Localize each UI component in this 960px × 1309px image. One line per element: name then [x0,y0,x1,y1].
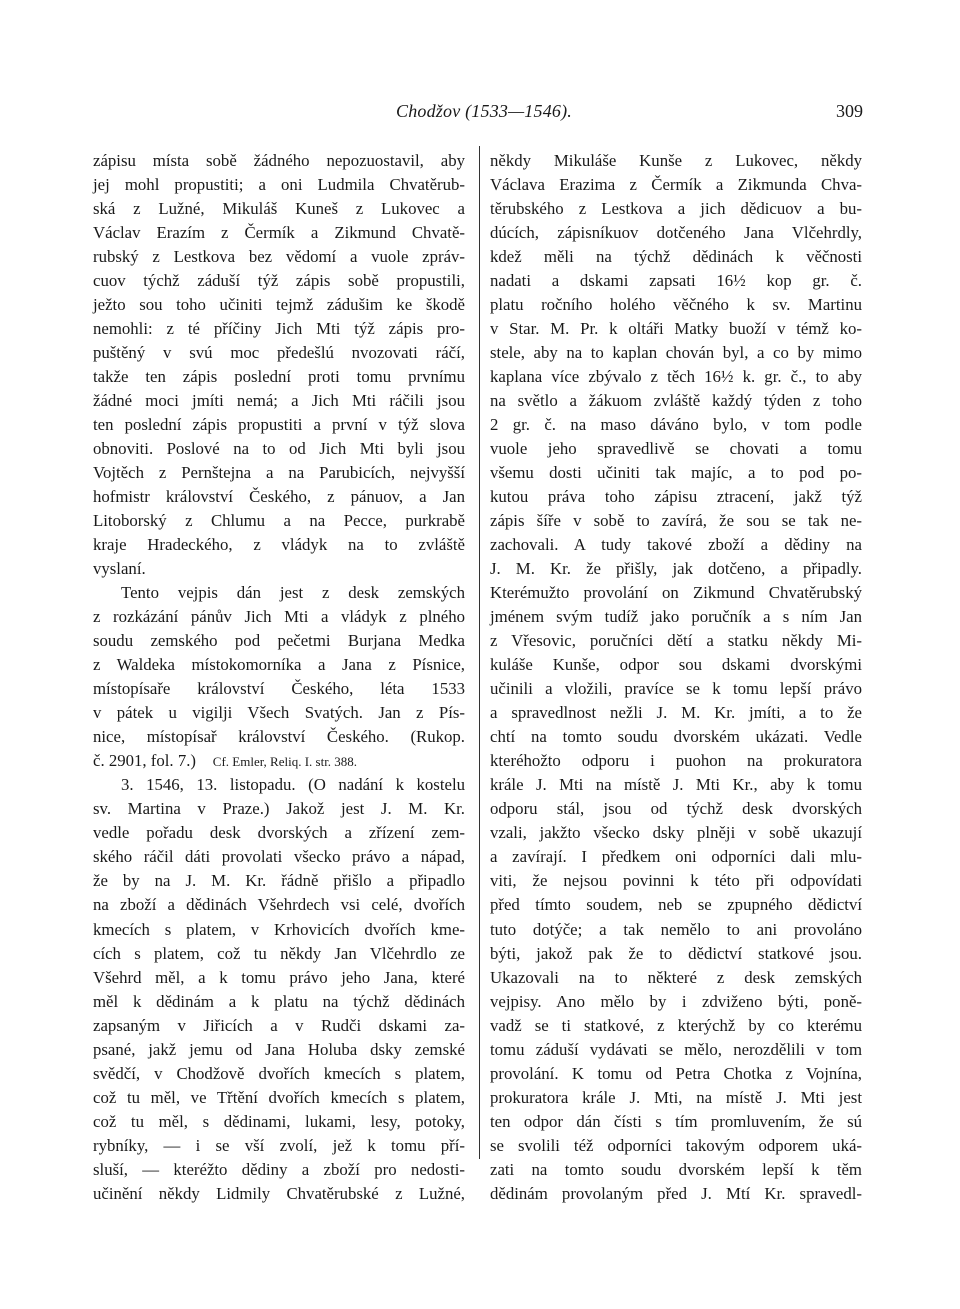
text-line [93,269,465,293]
line-text: ského ráčil dáti provolati všecko právo a nápad, [93,847,465,867]
text-line [490,701,862,725]
line-text: z Vřesovic, poručníci dětí a statku někdy Mi- [490,631,862,651]
text-line [93,749,465,773]
text-line [93,677,465,701]
line-text: na zboží a dědinách Všehrdech vsi celé, dvořích [93,895,465,915]
text-line [490,293,862,317]
line-text: vyslaní. [93,559,146,579]
line-text: vzali, jakžto všecko dsky plněji v sobě ukazují [490,823,862,843]
text-line [490,1134,862,1158]
text-line [93,893,465,917]
running-head: Chodžov (1533—1546). [396,101,572,121]
line-text: zápisu místa sobě žádného nepozuostavil, aby [93,151,465,170]
line-text: vejpisy. Ano mělo by i zdviženo býti, poně- [490,991,862,1011]
text-line [490,725,862,749]
text-line [93,413,465,437]
line-text: z rozkázání pánův Jich Mti a vládyk z plného [93,607,465,627]
text-line [490,966,862,990]
text-line [93,365,465,389]
text-line [93,1014,465,1038]
text-line [490,581,862,605]
text-line [490,749,862,773]
text-line [93,966,465,990]
text-line [490,533,862,557]
line-text: nice, místopísař království Českého. (Rukop. [93,727,465,747]
text-line [93,773,465,797]
line-text: kdež měli na týchž dědinách k věčnosti [490,247,862,267]
line-text: 2 gr. č. na maso dáváno bylo, v tom podle [490,415,862,435]
text-line [490,845,862,869]
line-text: kaplana více zbývalo z těch 16½ k. gr. č., to aby [490,367,862,387]
text-line [490,365,862,389]
line-text: cích s platem, což tu někdy Jan Vlčehrdlo ze [93,943,465,963]
citation-note: Cf. Emler, Reliq. I. str. 388. [212,754,358,770]
text-line [93,629,465,653]
line-text: se svolili též odporníci takovým odporem uká- [490,1135,862,1155]
line-text: soudu zemského pod pečetmi Burjana Medka [93,631,465,651]
text-line [93,317,465,341]
text-line [93,869,465,893]
line-text: měl k dědinám a k platu na týchž dědinách [93,991,465,1011]
line-text: sv. Martina v Praze.) Jakož jest J. M. Kr. [93,799,465,819]
text-line [490,773,862,797]
line-text: psané, jakž jemu od Jana Holuba dsky zemské [93,1039,465,1059]
text-line [490,869,862,893]
text-line [93,797,465,821]
text-line [93,149,465,173]
text-line [93,557,465,581]
left-column [93,149,465,1206]
text-line [93,581,465,605]
line-text: takže ten zápis poslední proti tomu prvnímu [93,367,465,387]
text-line [93,341,465,365]
line-text: tomu záduší vydávati se mělo, nerozdělili v tom [490,1039,862,1059]
line-text: Kterémužto provolání on Zikmund Chvatěrubský [490,583,862,603]
line-text: prokuratora krále J. Mti, na místě J. Mti jest [490,1087,862,1107]
text-line [93,533,465,557]
line-text: Václav Erazím z Čermík a Zikmund Chvatě- [93,223,465,243]
text-line [490,629,862,653]
line-text: vedle pořadu desk dvorských a zřízení zem- [93,823,465,843]
line-text: a spravedlnost nežli J. M. Kr. jmíti, a to že [490,703,862,723]
text-line [93,245,465,269]
line-text: sluší, — kteréžto dědiny a zboží pro nedosti- [93,1159,465,1179]
line-text: cuov týchž záduší týž zápis sobě propustili, [93,271,465,291]
line-text: provolání. K tomu od Petra Chotka z Vojnína, [490,1063,862,1083]
text-line [93,197,465,221]
text-line [93,1158,465,1182]
text-line [490,221,862,245]
line-text: kutou práva toho zápisu ztracení, jakž týž [490,487,862,507]
line-text: odporu stál, jsou od týchž desk dvorských [490,799,862,819]
line-text: jménem svým tudíž jako poručník a s ním Jan [490,607,862,627]
right-column [490,149,862,1206]
line-text: býti, jakož pak že to dědictví statkové jsou. [490,943,862,963]
line-text: v Star. M. Pr. k oltáři Matky buoží v témž ko- [490,319,862,339]
line-text: z Waldeka místokomorníka a Jana z Písnice, [93,655,465,675]
text-line [490,437,862,461]
text-line [490,197,862,221]
text-line [490,677,862,701]
text-line [490,990,862,1014]
text-line [93,725,465,749]
line-text: někdy Mikuláše Kunše z Lukovec, někdy [490,151,862,170]
line-text: jej mohl propustiti; a oni Ludmila Chvatěrub- [93,175,465,195]
line-text: 3. 1546, 13. listopadu. (O nadání k kostelu [121,775,465,795]
line-text: zápis šíře v sobě to zavírá, že sou se tak ne- [490,511,862,531]
text-line [490,942,862,966]
line-text: ten odpor dán čísti s tím promluvením, že sú [490,1111,862,1131]
column-divider [479,146,480,1159]
text-line [490,389,862,413]
line-text: učinili a vložili, pravíce se k tomu lepší právo [490,679,862,699]
line-text: žádné moci jmíti nemá; a Jich Mti ráčili jsou [93,391,465,411]
text-line [490,413,862,437]
text-line [490,245,862,269]
line-text: Vojtěch z Pernštejna a na Parubicích, nejvyšší [93,463,465,483]
text-line [93,1062,465,1086]
text-line [93,437,465,461]
text-line [490,893,862,917]
line-text: kteréhožto odporu i puohon na prokuratora [490,751,862,771]
line-text: svědčí, v Chodžově dvořích kmecích s platem, [93,1063,465,1083]
text-line [490,1086,862,1110]
text-line [490,1062,862,1086]
text-line [490,269,862,293]
text-line [93,845,465,869]
text-line [490,918,862,942]
line-text: puštěný v svú moc předešlú nvozovati ráčí, [93,343,465,363]
text-line [490,1110,862,1134]
line-text: a zavírají. I předkem oni odporníci dali mlu- [490,847,862,867]
line-text: vuole jeho spravedlivě se chovati a tomu [490,439,862,459]
text-line [93,485,465,509]
line-text: dúcích, zápisníkuov dotčeného Jana Vlčehrdly, [490,223,862,243]
line-text: v pátek u vigilji Všech Svatých. Jan z Pís- [93,703,465,723]
text-line [490,1014,862,1038]
line-text: tuto dotýče; a tak nemělo to ani provoláno [490,919,862,939]
line-text: nemohli: z té příčiny Jich Mti týž zápis pro- [93,319,465,339]
line-text: což tu měl, ve Třtění dvořích kmecích s platem, [93,1087,465,1107]
line-text: viti, že nejsou povinni k této při odpovídati [490,871,862,891]
line-text: před tímto soudem, neb se zpupného dědictví [490,895,862,915]
text-line [93,1086,465,1110]
line-text: kmecích s platem, v Krhovicích dvořích kme- [93,919,465,939]
line-text: rybníky, — i se vší zvolí, jež k tomu pří- [93,1135,465,1155]
text-line [490,605,862,629]
line-text: J. M. Kr. že přišly, jak dotčeno, a připadly. [490,559,862,579]
text-line [93,1110,465,1134]
text-line [93,221,465,245]
line-text: Ukazovali na to některé z desk zemských [490,967,862,987]
line-text: učinění někdy Lidmily Chvatěrubské z Lužné, [93,1183,465,1203]
text-line [490,461,862,485]
text-line [93,1134,465,1158]
line-text: platu ročního holého věčného k sv. Martinu [490,295,862,315]
text-line [93,293,465,317]
line-text: zachovali. A tudy takové zboží a dědiny na [490,535,862,555]
line-text: což tu měl, s dědinami, lukami, lesy, potoky, [93,1111,465,1131]
line-text: zapsaným v Jiřicích a v Rudči dskami za- [93,1015,465,1035]
line-text: nadati a dskami zapsati 16½ kop gr. č. [490,271,862,291]
text-line [93,821,465,845]
text-line [93,389,465,413]
text-line [93,1182,465,1206]
text-line [490,1038,862,1062]
line-text: zati na tomto soudu dvorském lepší k těm [490,1159,862,1179]
text-line [490,173,862,197]
line-text: ježto sou toho učiniti tejmž zádušim ke škodě [93,295,465,315]
text-line [490,1182,862,1206]
line-text: rubský z Lestkova bez vědomí a vuole zpráv- [93,247,465,267]
text-line [490,317,862,341]
page-number: 309 [836,101,863,121]
text-line [93,990,465,1014]
line-text: obnoviti. Poslové na to od Jich Mti byli jsou [93,439,465,459]
text-line [490,509,862,533]
line-text: místopísaře království Českého, léta 1533 [93,679,465,699]
text-line [490,1158,862,1182]
text-line [490,797,862,821]
text-line [93,509,465,533]
line-text: kuláše Kunše, odpor sou dskami dvorskými [490,655,862,675]
line-text: Litoborský z Chlumu a na Pecce, purkrabě [93,511,465,531]
text-line [93,1038,465,1062]
text-line [93,942,465,966]
line-text: dědinám provolaným před J. Mtí Kr. spravedl- [490,1183,862,1203]
text-line [93,653,465,677]
line-text: stele, aby na to kaplan chován byl, a co by mimo [490,343,862,363]
text-line [490,653,862,677]
line-text: všemu dosti učiniti tak majíc, a to pod po- [490,463,862,483]
text-line [93,605,465,629]
line-text: ten poslední zápis propustiti a první v týž slova [93,415,465,435]
line-text: chtí na tomto soudu dvorském ukázati. Vedle [490,727,862,747]
line-text: hofmistr království Českého, z pánuov, a Jan [93,487,465,507]
line-text: Tento vejpis dán jest z desk zemských [121,583,465,603]
line-text: krále J. Mti na místě J. Mti Kr., aby k tomu [490,775,862,795]
text-line [490,341,862,365]
text-line [490,557,862,581]
line-text: ská z Lužné, Mikuláš Kuneš z Lukovec a [93,199,465,219]
line-text: na světlo a žákuom zvláště každý týden z toho [490,391,862,411]
text-line [490,149,862,173]
line-text: že by na J. M. Kr. řádně přišlo a připadlo [93,871,465,891]
text-line [93,918,465,942]
line-text: Václava Erazima z Čermík a Zikmunda Chva- [490,175,862,195]
line-text: kraje Hradeckého, z vládyk na to zvláště [93,535,465,555]
text-line [93,173,465,197]
line-text: vadž se ti statkové, z kterýchž by co kterému [490,1015,862,1035]
line-text: Všehrd měl, a k tomu právo jeho Jana, které [93,967,465,987]
line-text: č. 2901, fol. 7.) [93,751,196,771]
text-line [490,485,862,509]
line-text: těrubského z Lestkova a jich dědicuov a bu- [490,199,862,219]
text-line [490,821,862,845]
text-line [93,701,465,725]
text-line [93,461,465,485]
